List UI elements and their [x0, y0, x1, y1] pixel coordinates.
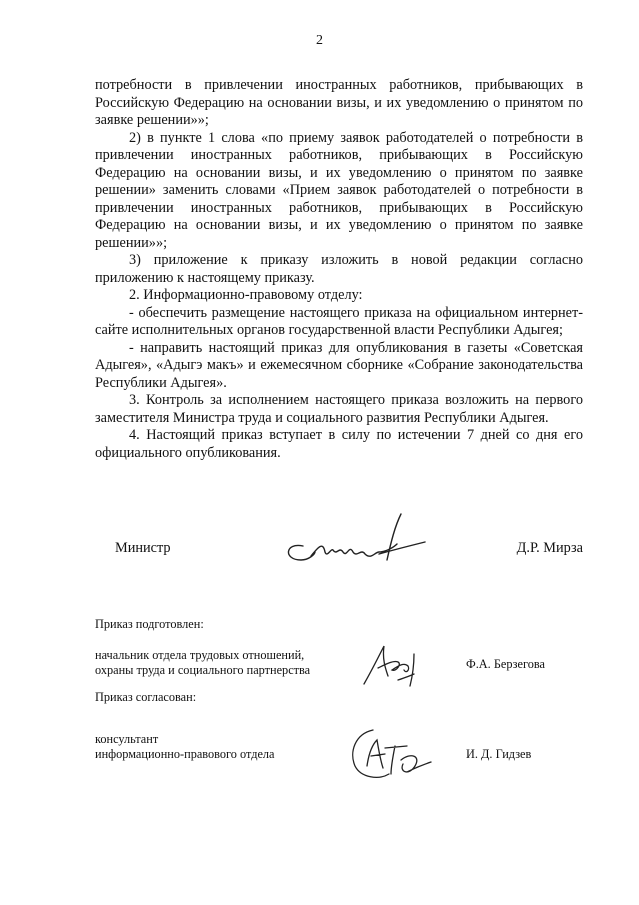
prepared-position-line2: охраны труда и социального партнерства [95, 663, 311, 677]
page-number: 2 [316, 33, 323, 48]
minister-signature [275, 508, 435, 568]
paragraph-section-3: 3. Контроль за исполнением настоящего приказа возложить на первого заместителя Министра труда и социального развития Республики Адыгея. [95, 392, 583, 426]
prepared-position [95, 648, 310, 678]
document-body [95, 77, 583, 462]
paragraph-item-3: 3) приложение к приказу изложить в новой редакции согласно приложению к настоящему приказу. [95, 252, 583, 286]
agreed-position [95, 732, 275, 762]
prepared-heading: Приказ подготовлен: [95, 617, 204, 631]
minister-title: Министр [115, 540, 171, 556]
paragraph-section-2: 2. Информационно-правовому отделу: [129, 287, 363, 303]
prepared-signature [358, 640, 438, 690]
paragraph-section-4: 4. Настоящий приказ вступает в силу по истечении 7 дней со дня его официального опубликования. [95, 427, 583, 461]
agreed-heading: Приказ согласован: [95, 690, 197, 704]
agreed-position-line1: консультант [95, 732, 159, 746]
agreed-position-line2: информационно-правового отдела [95, 747, 275, 761]
minister-name: Д.Р. Мирза [516, 540, 583, 556]
paragraph-dash-2: - направить настоящий приказ для опубликования в газеты «Советская Адыгея», «Адыгэ макъ» и ежемесячном сборнике «Собрание законодательства Республики Адыгея». [95, 339, 583, 391]
paragraph-item-2: 2) в пункте 1 слова «по приему заявок работодателей о потребности в привлечении иностранных работников, прибывающих в Российскую Федерацию на основании визы, и их уведомлению о принятом по заявке решении» заменить словами «Прием заявок работодателей о потребности в привлечении иностранных работников, прибывающих в Российскую Федерацию на основании визы, и их уведомлению о принятом по заявке решении»»; [95, 129, 583, 251]
agreed-name: И. Д. Гидзев [466, 747, 532, 761]
agreed-signature [345, 722, 435, 784]
paragraph-dash-1: - обеспечить размещение настоящего приказа на официальном интернет-сайте исполнительных органов государственной власти Республики Адыгея; [95, 304, 583, 338]
paragraph-continuation: потребности в привлечении иностранных работников, прибывающих в Российскую Федерацию на основании визы, и их уведомлению о принятом по заявке решении»»; [95, 77, 583, 128]
prepared-position-line1: начальник отдела трудовых отношений, [95, 648, 305, 662]
prepared-name: Ф.А. Берзегова [466, 657, 545, 671]
